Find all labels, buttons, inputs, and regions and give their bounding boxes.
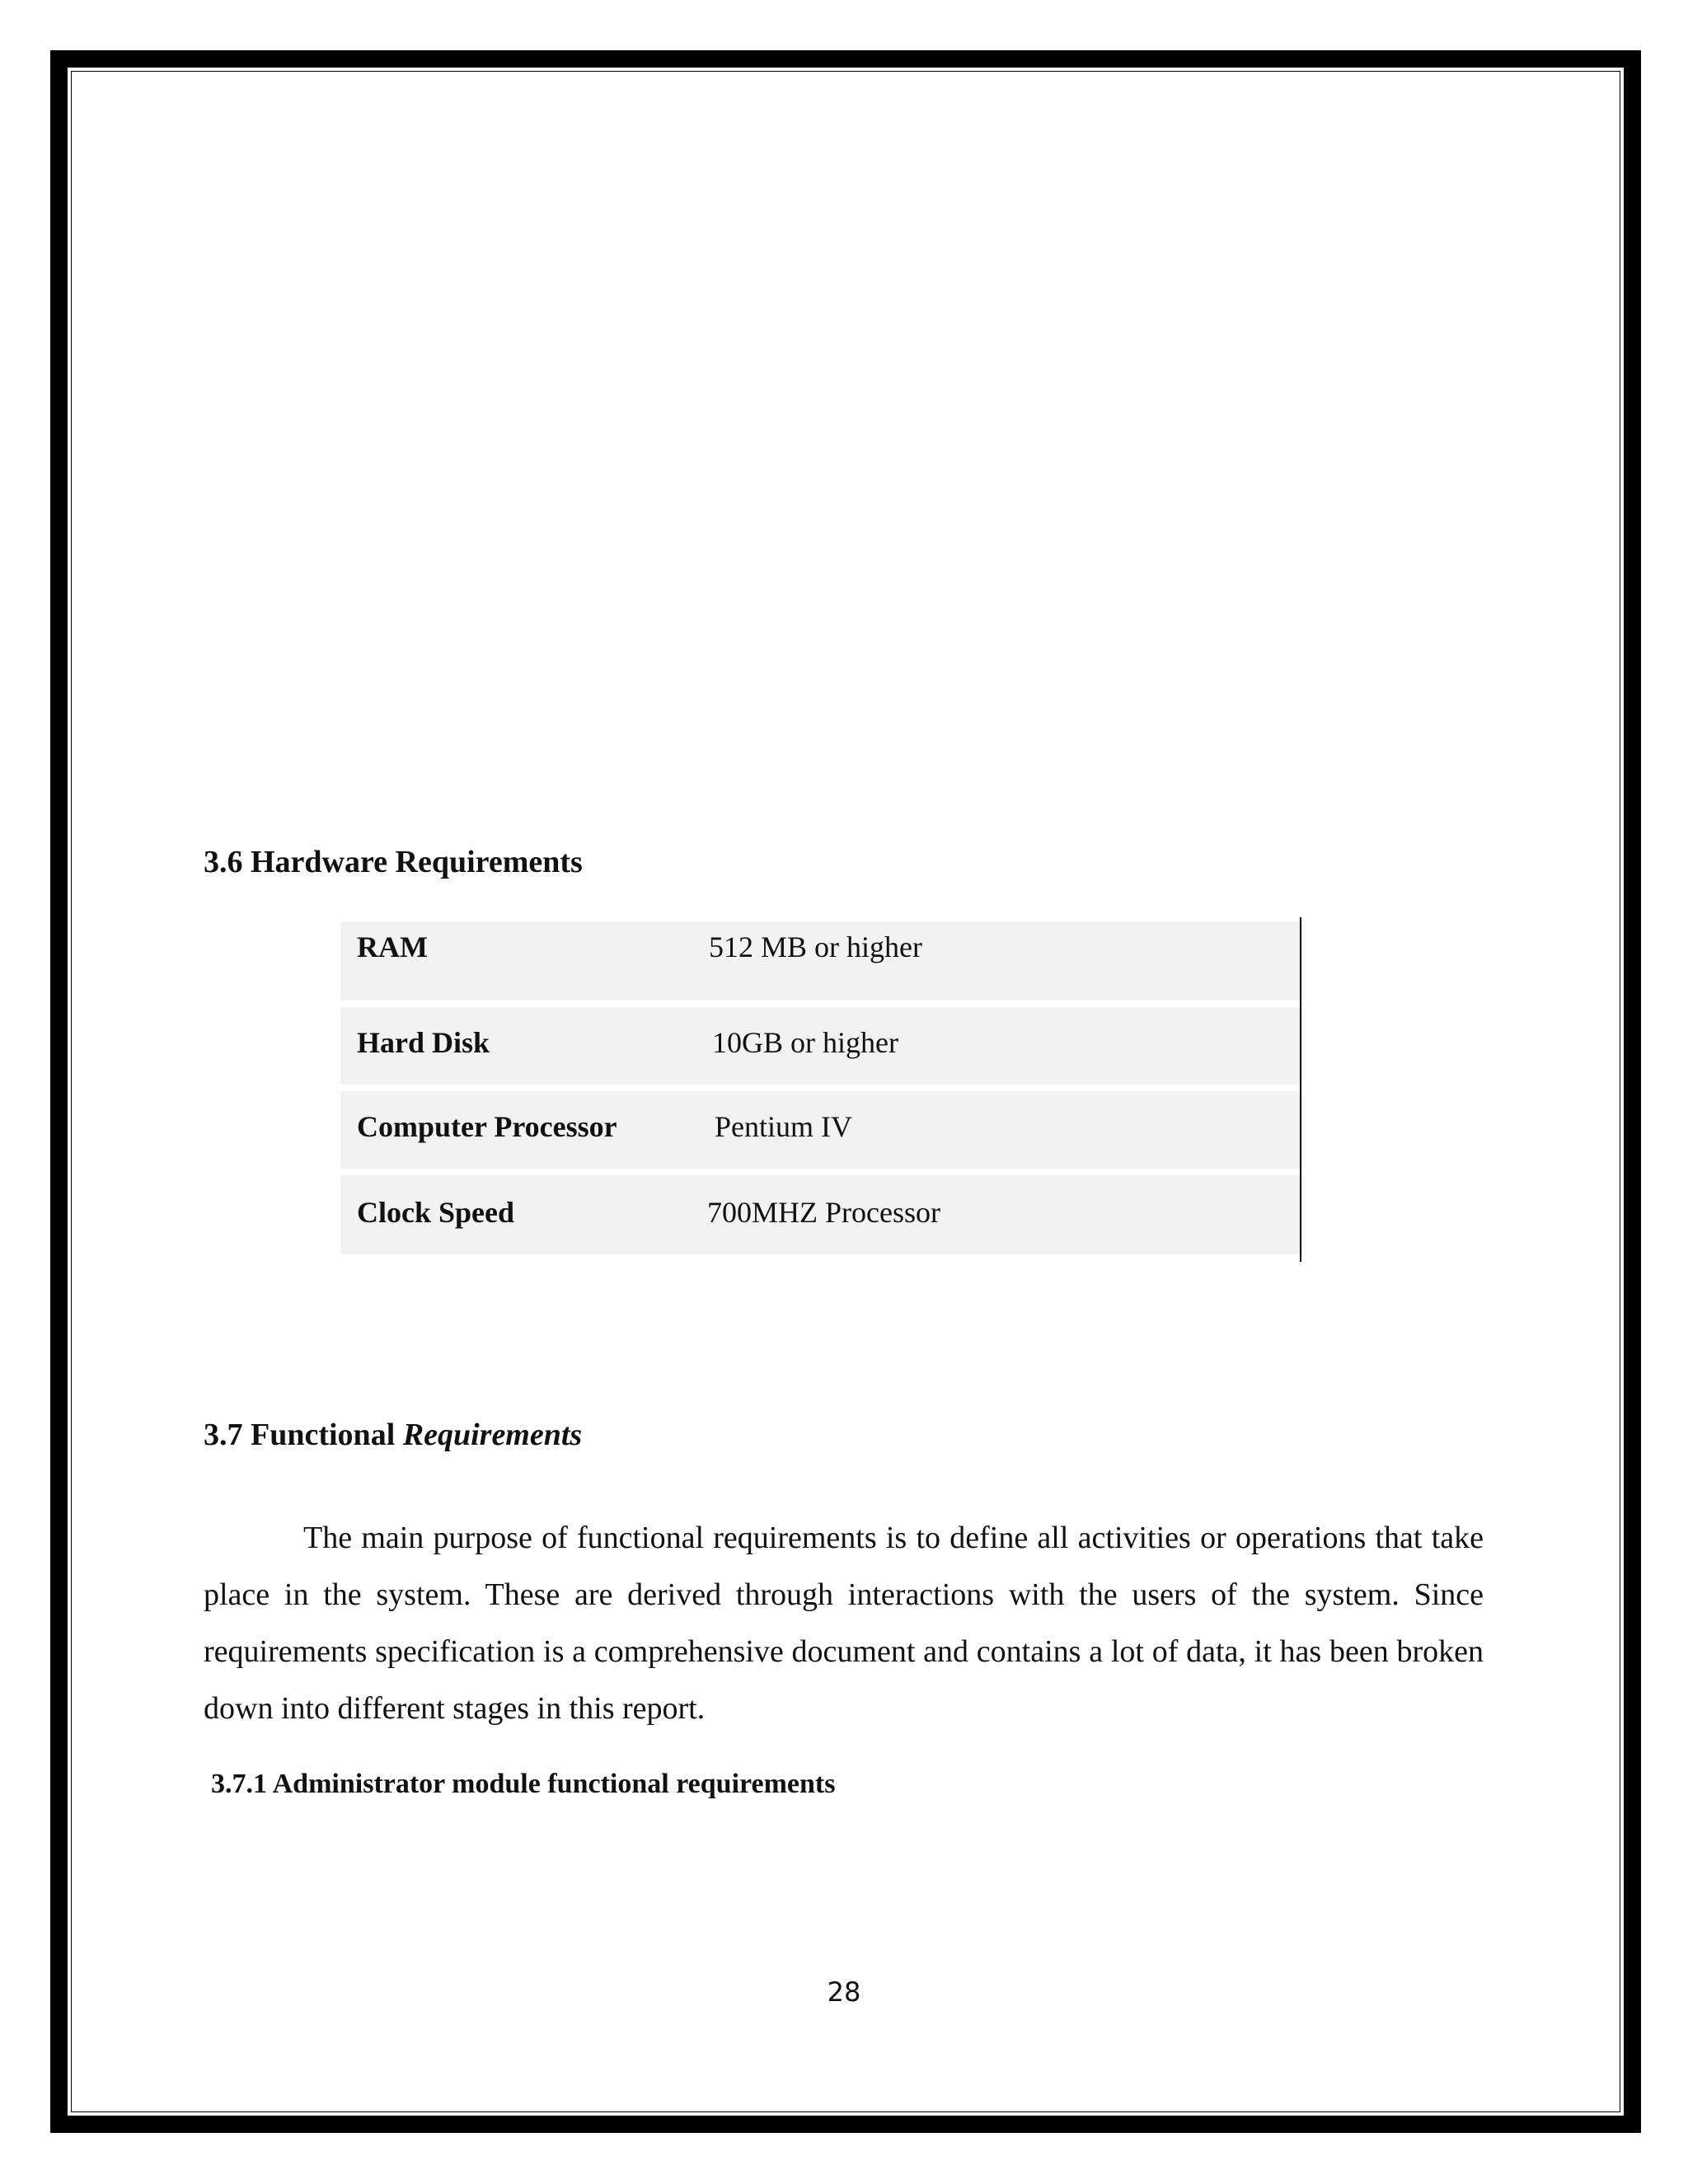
table-row-computer-processor — [340, 1091, 1301, 1169]
functional-requirements-paragraph: The main purpose of functional requirements is to define all activities or operations that take place in the system. These are derived through interactions with the users of the system. Since requirements specification is a comprehensive document and contains a lot of data, it has been broken down into different stages in this report. — [204, 1521, 1484, 1726]
subsection-heading-administrator-module: 3.7.1 Administrator module functional requirements — [211, 1769, 836, 1799]
table-cell-value: 10GB or higher — [712, 1026, 898, 1059]
table-cell-label: Hard Disk — [357, 1026, 490, 1059]
table-cell-value: 512 MB or higher — [709, 930, 922, 963]
table-row-hard-disk — [340, 1007, 1301, 1085]
table-cell-label: Clock Speed — [357, 1196, 515, 1229]
table-cell-value: 700MHZ Processor — [707, 1196, 940, 1229]
table-row-ram — [340, 921, 1301, 1001]
heading-italic-word: Requirements — [402, 1418, 583, 1452]
section-heading-hardware-requirements: 3.6 Hardware Requirements — [204, 845, 583, 879]
table-right-border — [1300, 917, 1301, 1262]
table-row-clock-speed — [340, 1175, 1301, 1254]
table-cell-label: RAM — [357, 930, 428, 963]
heading-prefix: 3.7 Functional — [204, 1418, 403, 1452]
section-heading-functional-requirements — [204, 1417, 582, 1453]
hardware-requirements-table — [340, 921, 1301, 1261]
table-cell-value: Pentium IV — [715, 1110, 852, 1143]
page-number: 28 — [827, 1976, 861, 2008]
table-cell-label: Computer Processor — [357, 1110, 617, 1143]
